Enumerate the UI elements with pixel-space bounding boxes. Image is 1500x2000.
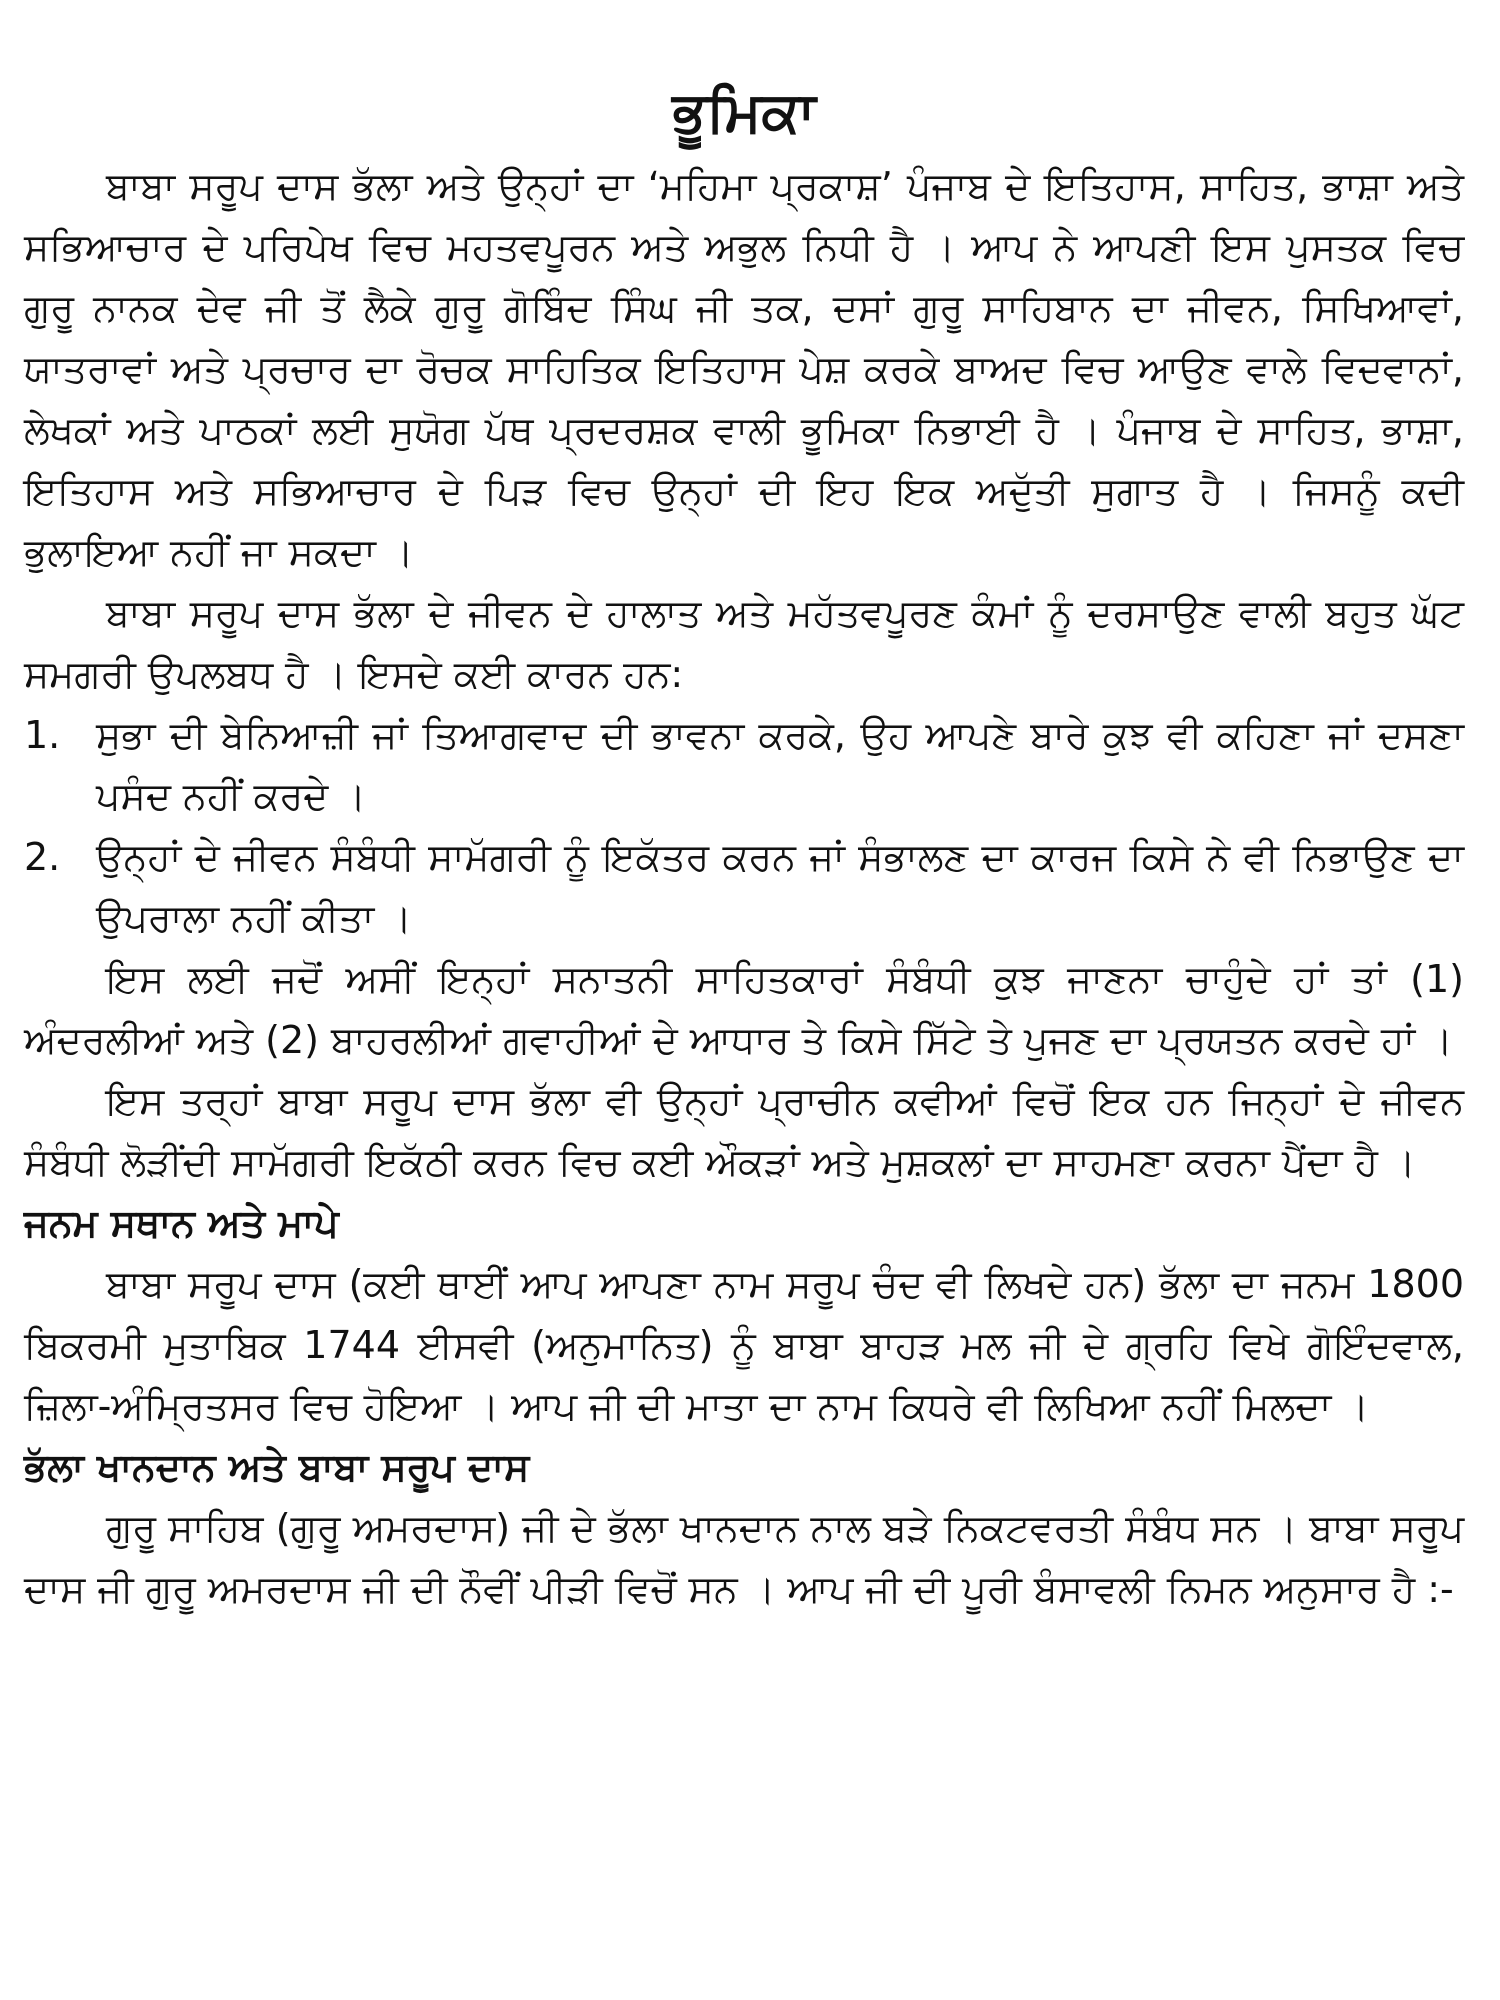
bottom-space xyxy=(24,1620,1464,1640)
intro-paragraph-2: ਬਾਬਾ ਸਰੂਪ ਦਾਸ ਭੱਲਾ ਦੇ ਜੀਵਨ ਦੇ ਹਾਲਾਤ ਅਤੇ ਮਹੱਤਵਪੂਰਣ ਕੰਮਾਂ ਨੂੰ ਦਰਸਾਉਣ ਵਾਲੀ ਬਹੁਤ ਘੱਟ ਸਮਗਰੀ ਉਪਲਬਧ ਹੈ । ਇਸਦੇ ਕਈ ਕਾਰਨ ਹਨ: xyxy=(24,591,1465,696)
section-heading-family: ਭੱਲਾ ਖਾਨਦਾਨ ਅਤੇ ਬਾਬਾ ਸਰੂਪ ਦਾਸ xyxy=(24,1445,530,1489)
page-title: ਭੂਮਿਕਾ xyxy=(672,80,816,145)
list-item-number: 1. xyxy=(24,713,61,757)
reasons-list xyxy=(24,705,1464,949)
intro-paragraph-3: ਇਸ ਲਈ ਜਦੋਂ ਅਸੀਂ ਇਨ੍ਹਾਂ ਸਨਾਤਨੀ ਸਾਹਿਤਕਾਰਾਂ ਸੰਬੰਧੀ ਕੁਝ ਜਾਣਨਾ ਚਾਹੁੰਦੇ ਹਾਂ ਤਾਂ (1) ਅੰਦਰਲੀਆਂ ਅਤੇ (2) ਬਾਹਰਲੀਆਂ ਗਵਾਹੀਆਂ ਦੇ ਆਧਾਰ ਤੇ ਕਿਸੇ ਸਿੱਟੇ ਤੇ ਪੁਜਣ ਦਾ ਪ੍ਰਯਤਨ ਕਰਦੇ ਹਾਂ । xyxy=(24,957,1464,1062)
list-item-number: 2. xyxy=(24,835,61,879)
birth-paragraph: ਬਾਬਾ ਸਰੂਪ ਦਾਸ (ਕਈ ਥਾਈਂ ਆਪ ਆਪਣਾ ਨਾਮ ਸਰੂਪ ਚੰਦ ਵੀ ਲਿਖਦੇ ਹਨ) ਭੱਲਾ ਦਾ ਜਨਮ 1800 ਬਿਕਰਮੀ ਮੁਤਾਬਿਕ 1744 ਈਸਵੀ (ਅਨੁਮਾਨਿਤ) ਨੂੰ ਬਾਬਾ ਬਾਹੜ ਮਲ ਜੀ ਦੇ ਗ੍ਰਹਿ ਵਿਖੇ ਗੋਇੰਦਵਾਲ, ਜ਼ਿਲਾ-ਅੰਮ੍ਰਿਤਸਰ ਵਿਚ ਹੋਇਆ । ਆਪ ਜੀ ਦੀ ਮਾਤਾ ਦਾ ਨਾਮ ਕਿਧਰੇ ਵੀ ਲਿਖਿਆ ਨਹੀਂ ਮਿਲਦਾ । xyxy=(24,1262,1464,1428)
intro-paragraph-4: ਇਸ ਤਰ੍ਹਾਂ ਬਾਬਾ ਸਰੂਪ ਦਾਸ ਭੱਲਾ ਵੀ ਉਨ੍ਹਾਂ ਪ੍ਰਾਚੀਨ ਕਵੀਆਂ ਵਿਚੋਂ ਇਕ ਹਨ ਜਿਨ੍ਹਾਂ ਦੇ ਜੀਵਨ ਸੰਬੰਧੀ ਲੋੜੀਂਦੀ ਸਾਮੱਗਰੀ ਇਕੱਠੀ ਕਰਨ ਵਿਚ ਕਈ ਔਕੜਾਂ ਅਤੇ ਮੁਸ਼ਕਲਾਂ ਦਾ ਸਾਹਮਣਾ ਕਰਨਾ ਪੈਂਦਾ ਹੈ । xyxy=(24,1079,1464,1184)
family-paragraph: ਗੁਰੂ ਸਾਹਿਬ (ਗੁਰੂ ਅਮਰਦਾਸ) ਜੀ ਦੇ ਭੱਲਾ ਖਾਨਦਾਨ ਨਾਲ ਬੜੇ ਨਿਕਟਵਰਤੀ ਸੰਬੰਧ ਸਨ । ਬਾਬਾ ਸਰੂਪ ਦਾਸ ਜੀ ਗੁਰੂ ਅਮਰਦਾਸ ਜੀ ਦੀ ਨੌਵੀਂ ਪੀੜੀ ਵਿਚੋਂ ਸਨ । ਆਪ ਜੀ ਦੀ ਪੂਰੀ ਬੰਸਾਵਲੀ ਨਿਮਨ ਅਨੁਸਾਰ ਹੈ :- xyxy=(24,1506,1464,1611)
list-item-text: ਉਨ੍ਹਾਂ ਦੇ ਜੀਵਨ ਸੰਬੰਧੀ ਸਾਮੱਗਰੀ ਨੂੰ ਇਕੱਤਰ ਕਰਨ ਜਾਂ ਸੰਭਾਲਣ ਦਾ ਕਾਰਜ ਕਿਸੇ ਨੇ ਵੀ ਨਿਭਾਉਣ ਦਾ ਉਪਰਾਲਾ ਨਹੀਂ ਕੀਤਾ । xyxy=(96,835,1464,940)
list-item xyxy=(24,705,1464,827)
list-item-text: ਸੁਭਾ ਦੀ ਬੇਨਿਆਜ਼ੀ ਜਾਂ ਤਿਆਗਵਾਦ ਦੀ ਭਾਵਨਾ ਕਰਕੇ, ਉਹ ਆਪਣੇ ਬਾਰੇ ਕੁਝ ਵੀ ਕਹਿਣਾ ਜਾਂ ਦਸਣਾ ਪਸੰਦ ਨਹੀਂ ਕਰਦੇ । xyxy=(96,713,1464,818)
document-page xyxy=(24,78,1464,1640)
intro-paragraph-1: ਬਾਬਾ ਸਰੂਪ ਦਾਸ ਭੱਲਾ ਅਤੇ ਉਨ੍ਹਾਂ ਦਾ ‘ਮਹਿਮਾ ਪ੍ਰਕਾਸ਼’ ਪੰਜਾਬ ਦੇ ਇਤਿਹਾਸ, ਸਾਹਿਤ, ਭਾਸ਼ਾ ਅਤੇ ਸਭਿਆਚਾਰ ਦੇ ਪਰਿਪੇਖ ਵਿਚ ਮਹਤਵਪੂਰਨ ਅਤੇ ਅਭੁਲ ਨਿਧੀ ਹੈ । ਆਪ ਨੇ ਆਪਣੀ ਇਸ ਪੁਸਤਕ ਵਿਚ ਗੁਰੂ ਨਾਨਕ ਦੇਵ ਜੀ ਤੋਂ ਲੈਕੇ ਗੁਰੂ ਗੋਬਿੰਦ ਸਿੰਘ ਜੀ ਤਕ, ਦਸਾਂ ਗੁਰੂ ਸਾਹਿਬਾਨ ਦਾ ਜੀਵਨ, ਸਿਖਿਆਵਾਂ, ਯਾਤਰਾਵਾਂ ਅਤੇ ਪ੍ਰਚਾਰ ਦਾ ਰੋਚਕ ਸਾਹਿਤਿਕ ਇਤਿਹਾਸ ਪੇਸ਼ ਕਰਕੇ ਬਾਅਦ ਵਿਚ ਆਉਣ ਵਾਲੇ ਵਿਦਵਾਨਾਂ, ਲੇਖਕਾਂ ਅਤੇ ਪਾਠਕਾਂ ਲਈ ਸੁਯੋਗ ਪੱਥ ਪ੍ਰਦਰਸ਼ਕ ਵਾਲੀ ਭੂਮਿਕਾ ਨਿਭਾਈ ਹੈ । ਪੰਜਾਬ ਦੇ ਸਾਹਿਤ, ਭਾਸ਼ਾ, ਇਤਿਹਾਸ ਅਤੇ ਸਭਿਆਚਾਰ ਦੇ ਪਿੜ ਵਿਚ ਉਨ੍ਹਾਂ ਦੀ ਇਹ ਇਕ ਅਦੁੱਤੀ ਸੁਗਾਤ ਹੈ । ਜਿਸਨੂੰ ਕਦੀ ਭੁਲਾਇਆ ਨਹੀਂ ਜਾ ਸਕਦਾ । xyxy=(24,164,1464,574)
section-heading-birth: ਜਨਮ ਸਥਾਨ ਅਤੇ ਮਾਪੇ xyxy=(24,1201,339,1245)
list-item xyxy=(24,827,1464,949)
